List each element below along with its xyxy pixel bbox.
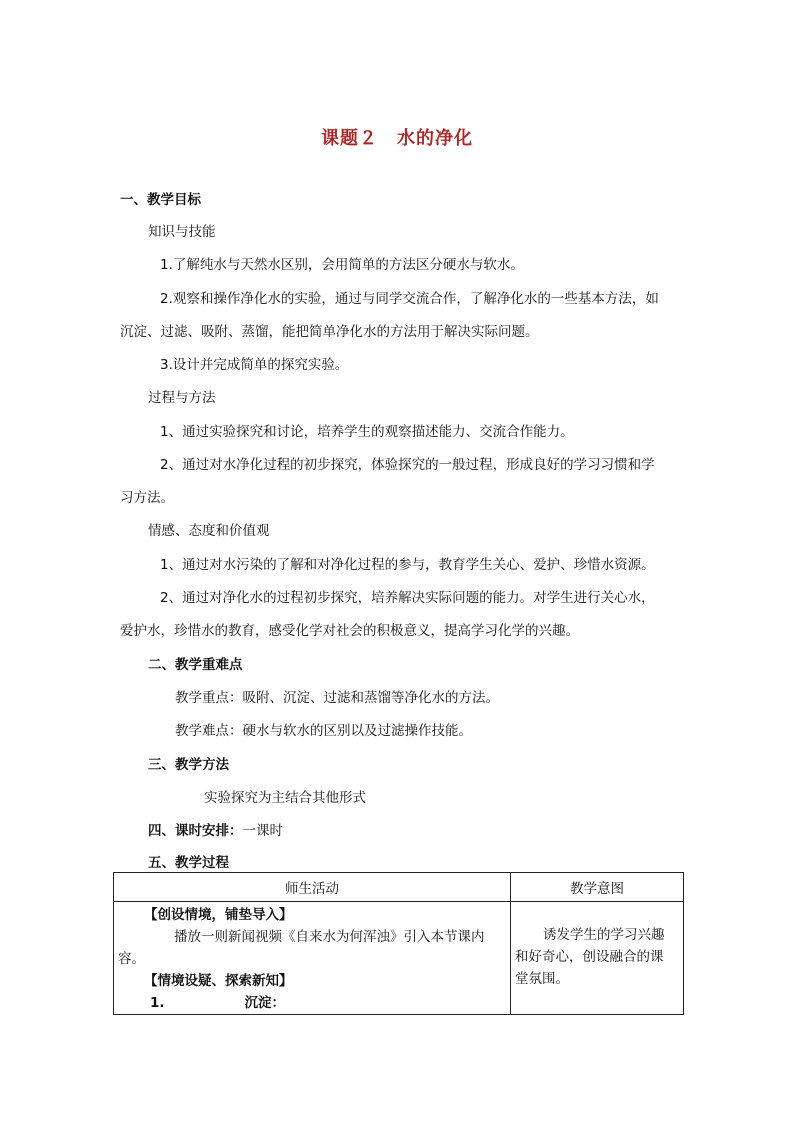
table-header-activity: 师生活动 [114,873,511,902]
item-label: 沉淀： [244,995,286,1011]
section-heading-method: 三、教学方法 [148,757,229,773]
process-item-2: 2、通过对水净化过程的初步探究，体验探究的一般过程，形成良好的学习习惯和学 [160,457,655,473]
knowledge-item-3: 3.设计并完成简单的探究实验。 [160,357,349,373]
process-item-2-cont: 习方法。 [120,490,174,506]
tag-intro: 【创设情境，铺垫导入】 [144,907,293,923]
difficult-point: 教学难点：硬水与软水的区别以及过滤操作技能。 [175,723,472,739]
emotion-item-2-cont: 爱护水，珍惜水的教育，感受化学对社会的积极意义，提高学习化学的兴趣。 [120,623,579,639]
page-title: 课题２ 水的净化 [321,128,473,149]
item-number: 1. [150,995,165,1011]
schedule-value: 一课时 [242,823,283,839]
knowledge-item-2: 2.观察和操作净化水的实验，通过与同学交流合作，了解净化水的一些基本方法，如 [160,291,659,307]
intro-text-cont: 容。 [118,951,145,967]
section-schedule [148,821,283,841]
tag-explore: 【情境设疑、探索新知】 [144,973,293,989]
teaching-process-table [113,872,684,1015]
section-heading-process: 五、教学过程 [148,855,229,871]
subheading-emotion: 情感、态度和价值观 [148,523,270,539]
table-row [114,902,684,1015]
emotion-item-2: 2、通过对净化水的过程初步探究，培养解决实际问题的能力。对学生进行关心水， [160,590,655,606]
activity-cell [114,902,511,1015]
intent-text: 诱发学生的学习兴趣和好奇心，创设融合的课堂氛围。 [515,927,665,987]
teaching-method: 实验探究为主结合其他形式 [204,790,366,806]
section-heading-schedule: 四、课时安排： [148,823,243,839]
item-sedimentation [114,992,510,1014]
subheading-process: 过程与方法 [148,390,216,406]
knowledge-item-2-cont: 沉淀、过滤、吸附、蒸馏，能把简单净化水的方法用于解决实际问题。 [120,324,539,340]
table-header-intent: 教学意图 [511,873,684,902]
section-heading-keypoints: 二、教学重难点 [148,657,243,673]
intent-cell [511,902,684,1015]
section-heading-objectives: 一、教学目标 [120,192,201,208]
key-point: 教学重点：吸附、沉淀、过滤和蒸馏等净化水的方法。 [175,690,499,706]
subheading-knowledge: 知识与技能 [148,224,216,240]
emotion-item-1: 1、通过对水污染的了解和对净化过程的参与，教育学生关心、爱护、珍惜水资源。 [160,557,655,573]
intro-text: 播放一则新闻视频《自来水为何浑浊》引入本节课内 [174,929,485,945]
table-header-row [114,873,684,902]
knowledge-item-1: 1.了解纯水与天然水区别，会用简单的方法区分硬水与软水。 [160,257,524,273]
process-item-1: 1、通过实验探究和讨论，培养学生的观察描述能力、交流合作能力。 [160,424,574,440]
